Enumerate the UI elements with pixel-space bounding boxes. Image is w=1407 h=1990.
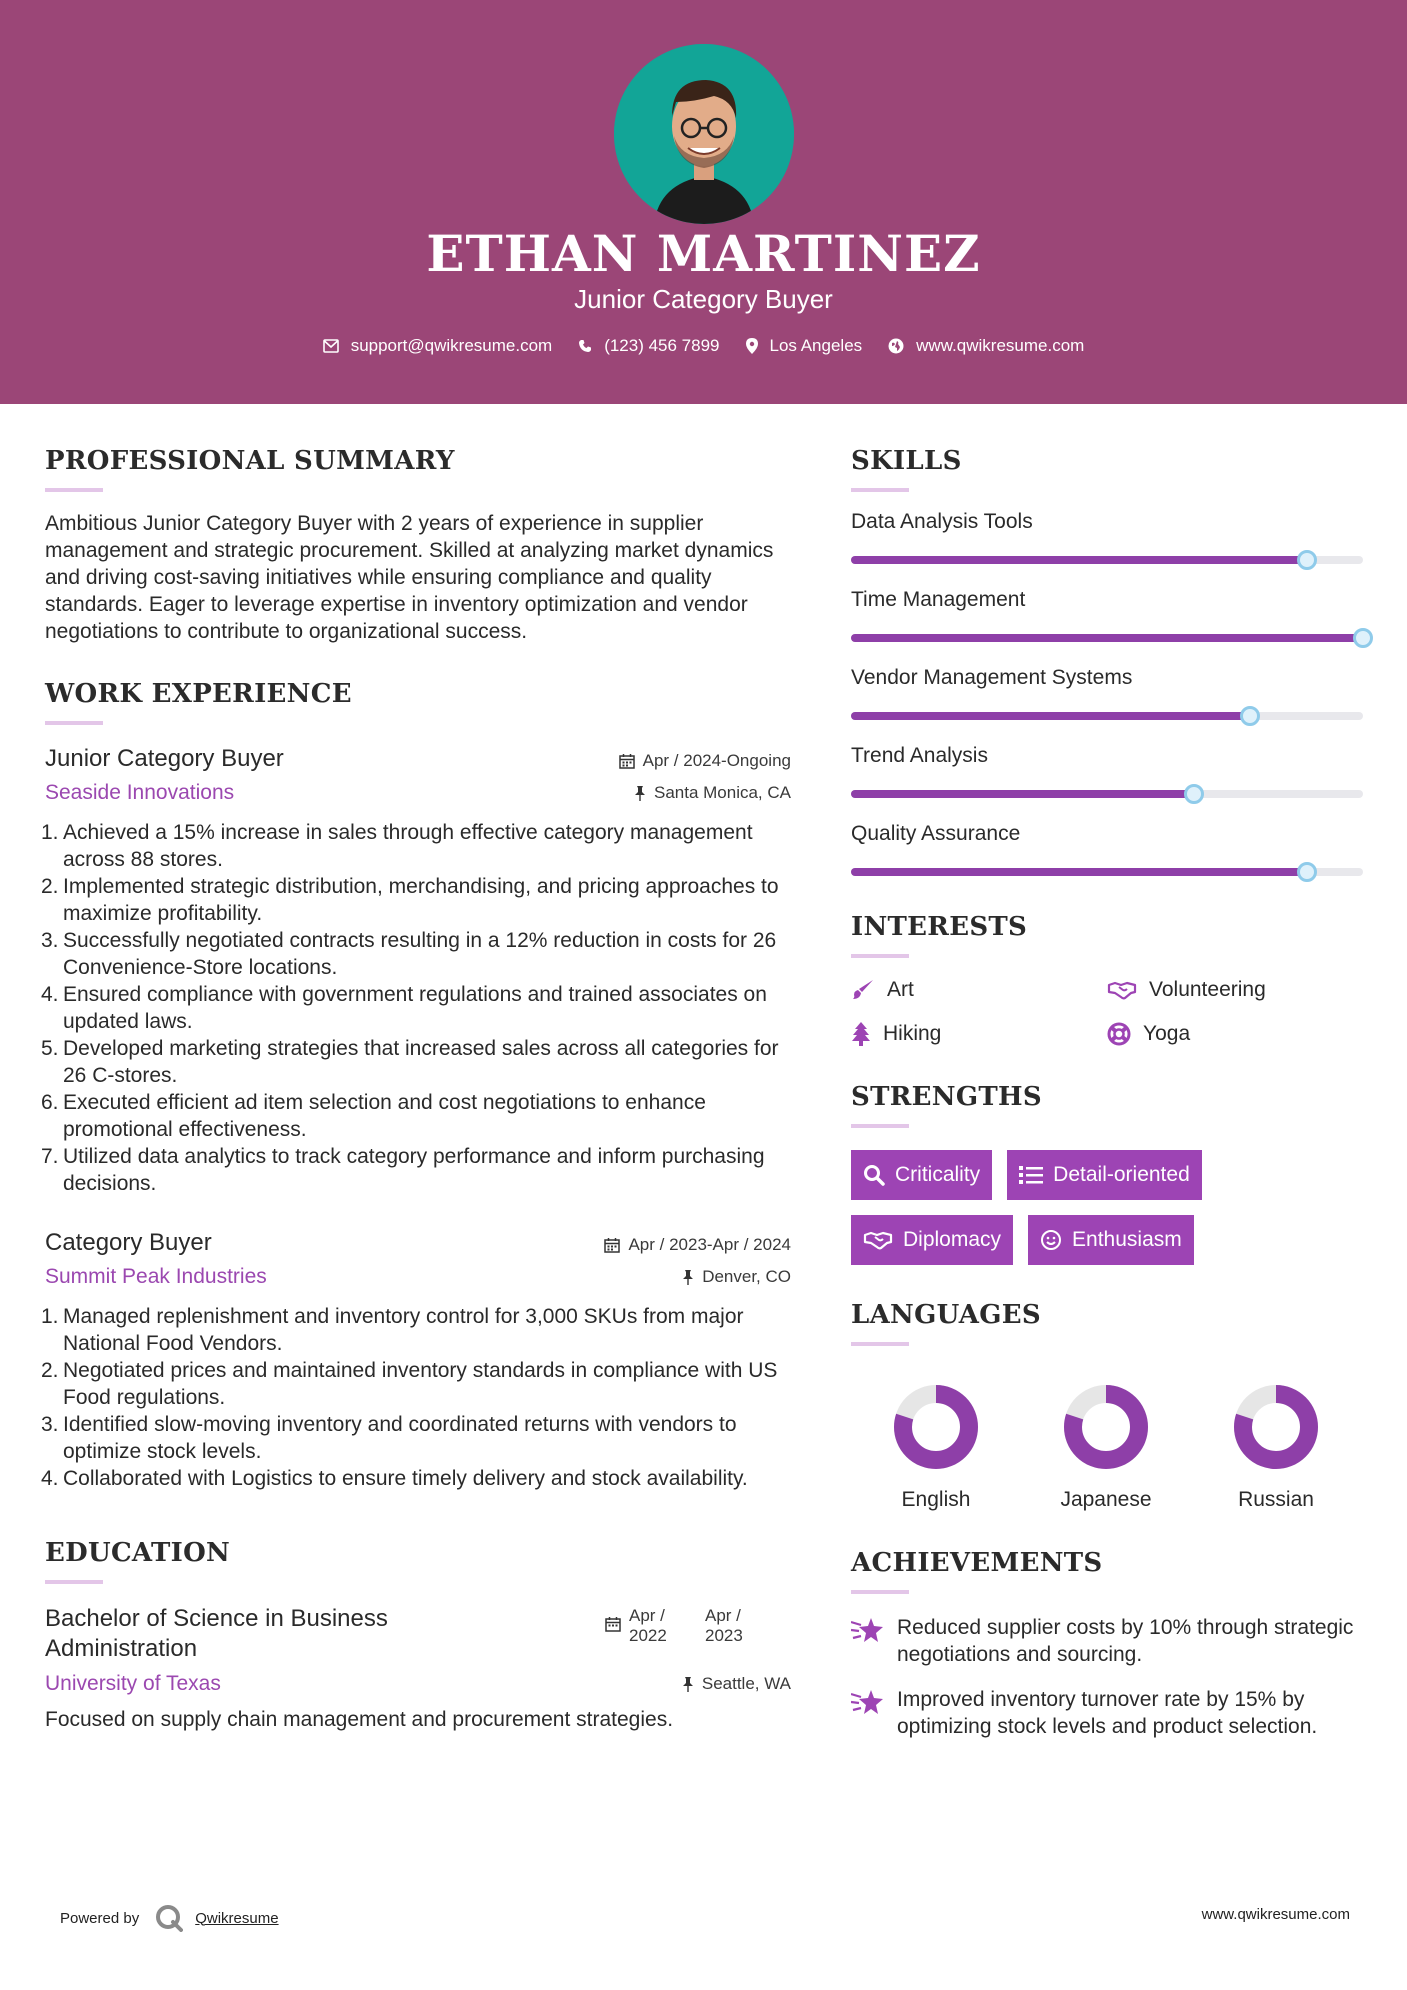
contact-bar [0,336,1407,356]
job-date-text: Apr / 2023-Apr / 2024 [628,1235,791,1254]
skill-item [851,588,1363,642]
heading-underline [45,1580,103,1584]
interests-list [851,978,1363,1046]
skill-knob [1297,550,1317,570]
job-title: Category Buyer [45,1229,212,1256]
search-icon [863,1164,885,1186]
skill-fill [851,868,1307,876]
globe-icon [888,338,904,354]
heading-underline [851,1590,909,1594]
paintbrush-icon [851,979,875,1001]
language-name: English [901,1488,971,1511]
list-item: 4. Collaborated with Logistics to ensure timely delivery and stock availability. [41,1467,748,1490]
education-dates [605,1606,755,1646]
candidate-title: Junior Category Buyer [574,284,833,314]
job-bullets [41,819,791,1197]
skill-fill [851,712,1250,720]
skill-name: Quality Assurance [851,822,1021,845]
job-company: Summit Peak Industries [45,1265,267,1288]
skill-name: Trend Analysis [851,744,988,767]
skill-knob [1297,862,1317,882]
interests-section [851,912,1363,1046]
job-date [619,751,791,771]
resume-header [0,0,1407,404]
strength-chip [1007,1150,1202,1200]
achievement-text: Improved inventory turnover rate by 15% by optimizing stock levels and product selection. [897,1688,1318,1738]
language-name: Russian [1238,1488,1314,1511]
smile-icon [1040,1229,1062,1251]
list-item: 3. Identified slow-moving inventory and coordinated returns with vendors to optimize stock levels. [41,1413,737,1463]
pushpin-icon [682,1269,694,1285]
page-footer [60,1896,1350,1936]
tree-icon [851,1022,871,1046]
phone-text: (123) 456 7899 [604,336,720,355]
skills-list [851,510,1363,876]
language-level-donut [1233,1384,1319,1470]
skill-item [851,744,1363,798]
location-text: Los Angeles [769,336,863,355]
job-entry [41,1229,791,1492]
candidate-name: ETHAN MARTINEZ [426,224,981,283]
job-entry [41,745,791,1197]
skill-slider [851,712,1363,720]
skill-knob [1353,628,1373,648]
list-item: 2. Implemented strategic distribution, merchandising, and pricing approaches to maximize profitability. [41,875,779,925]
language-item [1191,1384,1361,1512]
job-title: Junior Category Buyer [45,745,284,772]
avatar [614,44,794,224]
school-name: University of Texas [45,1672,221,1695]
contact-email[interactable] [323,336,553,356]
language-item [851,1384,1021,1512]
heading-underline [45,721,103,725]
list-item: 6. Executed efficient ad item selection and cost negotiations to enhance promotional effectiveness. [41,1091,706,1141]
summary-text: Ambitious Junior Category Buyer with 2 years of experience in supplier management and strategic procurement. Skilled at analyzing market dynamics and driving cost-saving initiatives while ensuring compliance and quality standards. Eager to leverage expertise in inventory optimization and vendor negotiations to contribute to organizational success. [45,512,774,643]
brand-link[interactable]: Qwikresume [195,1909,279,1927]
list-item: 5. Developed marketing strategies that increased sales across all categories for 26 C-stores. [41,1037,779,1087]
handshake-icon [1107,980,1137,1000]
interest-item [1107,978,1363,1002]
languages-section [851,1300,1363,1512]
calendar-icon [604,1237,620,1253]
job-date [604,1235,791,1255]
summary-section [45,446,791,645]
section-heading: LANGUAGES [851,1300,1041,1330]
skill-name: Time Management [851,588,1026,611]
powered-by [60,1904,279,1932]
contact-location [746,336,863,356]
map-pin-icon [746,338,758,354]
contact-website[interactable] [888,336,1084,356]
strength-chip [1028,1215,1194,1265]
phone-icon [578,339,592,353]
interest-label: Art [887,978,914,1001]
heading-underline [851,954,909,958]
interest-label: Yoga [1143,1022,1191,1045]
education-description: Focused on supply chain management and procurement strategies. [45,1708,674,1731]
education-location-text: Seattle, WA [701,1674,791,1693]
education-start: Apr / 2022 [629,1606,667,1645]
strength-label: Detail-oriented [1053,1163,1190,1186]
strength-label: Enthusiasm [1072,1228,1182,1251]
job-location [682,1267,791,1287]
experience-section [41,679,791,1492]
skill-item [851,822,1363,876]
right-column [851,404,1363,1740]
section-heading: WORK EXPERIENCE [45,679,352,709]
strength-chip [851,1215,1013,1265]
job-bullets [41,1303,791,1492]
list-item: 7. Utilized data analytics to track category performance and inform purchasing decisions. [41,1145,765,1195]
language-item [1021,1384,1191,1512]
envelope-icon [323,339,339,353]
heading-underline [851,1342,909,1346]
skill-slider [851,868,1363,876]
education-entry [45,1604,791,1733]
skill-item [851,510,1363,564]
strength-label: Diplomacy [903,1228,1002,1251]
contact-phone[interactable] [578,336,719,356]
skill-knob [1240,706,1260,726]
list-icon [1019,1165,1043,1185]
interest-label: Hiking [883,1022,942,1045]
heading-underline [851,488,909,492]
degree-title: Bachelor of Science in Business Administration [45,1605,388,1662]
shooting-star-icon [851,1688,885,1716]
strengths-section [851,1082,1363,1280]
job-company: Seaside Innovations [45,781,235,804]
skill-item [851,666,1363,720]
achievement-text: Reduced supplier costs by 10% through strategic negotiations and sourcing. [897,1616,1354,1666]
achievement-item [851,1614,1363,1668]
achievements-section [851,1548,1363,1740]
skill-slider [851,634,1363,642]
education-end: Apr / 2023 [705,1606,743,1645]
qwikresume-logo-icon [155,1904,183,1932]
left-column [41,404,791,1733]
email-text: support@qwikresume.com [350,336,553,355]
language-level-donut [893,1384,979,1470]
language-name: Japanese [1060,1488,1152,1511]
profile-photo [614,44,794,224]
footer-url[interactable]: www.qwikresume.com [1201,1906,1350,1923]
skill-fill [851,556,1307,564]
languages-list [851,1384,1363,1512]
skill-knob [1184,784,1204,804]
section-heading: EDUCATION [45,1538,231,1568]
interest-item [851,1022,1107,1046]
list-item: 3. Successfully negotiated contracts resulting in a 12% reduction in costs for 26 Convenience-Store locations. [41,929,777,979]
heading-underline [45,488,103,492]
section-heading: STRENGTHS [851,1082,1042,1112]
interest-label: Volunteering [1149,978,1266,1001]
job-location [634,783,791,803]
job-location-text: Denver, CO [702,1267,791,1286]
shooting-star-icon [851,1616,885,1644]
skill-name: Vendor Management Systems [851,666,1133,689]
skill-fill [851,634,1363,642]
powered-by-label: Powered by [60,1909,140,1927]
job-date-text: Apr / 2024-Ongoing [642,751,791,770]
strength-label: Criticality [895,1163,981,1186]
pushpin-icon [634,785,646,801]
interest-item [1107,1022,1363,1046]
strength-chip [851,1150,992,1200]
list-item: 4. Ensured compliance with government regulations and trained associates on updated laws. [41,983,767,1033]
achievement-item [851,1686,1363,1740]
job-location-text: Santa Monica, CA [653,783,791,802]
calendar-icon [605,1616,621,1632]
skill-slider [851,790,1363,798]
list-item: 2. Negotiated prices and maintained inventory standards in compliance with US Food regulations. [41,1359,778,1409]
list-item: 1. Managed replenishment and inventory control for 3,000 SKUs from major National Food Vendors. [41,1305,744,1355]
strengths-list [851,1150,1363,1280]
section-heading: SKILLS [851,446,962,476]
list-item: 1. Achieved a 15% increase in sales through effective category management across 88 stores. [41,821,753,871]
lifering-icon [1107,1022,1131,1046]
section-heading: INTERESTS [851,912,1028,942]
calendar-icon [619,753,635,769]
section-heading: PROFESSIONAL SUMMARY [45,446,455,476]
website-text: www.qwikresume.com [916,336,1085,355]
education-location [682,1674,791,1694]
education-section [45,1538,791,1733]
handshake-icon [863,1230,893,1250]
skill-slider [851,556,1363,564]
skill-fill [851,790,1194,798]
heading-underline [851,1124,909,1128]
section-heading: ACHIEVEMENTS [851,1548,1103,1578]
skills-section [851,446,1363,876]
language-level-donut [1063,1384,1149,1470]
skill-name: Data Analysis Tools [851,510,1033,533]
pushpin-icon [682,1676,694,1692]
interest-item [851,978,1107,1002]
